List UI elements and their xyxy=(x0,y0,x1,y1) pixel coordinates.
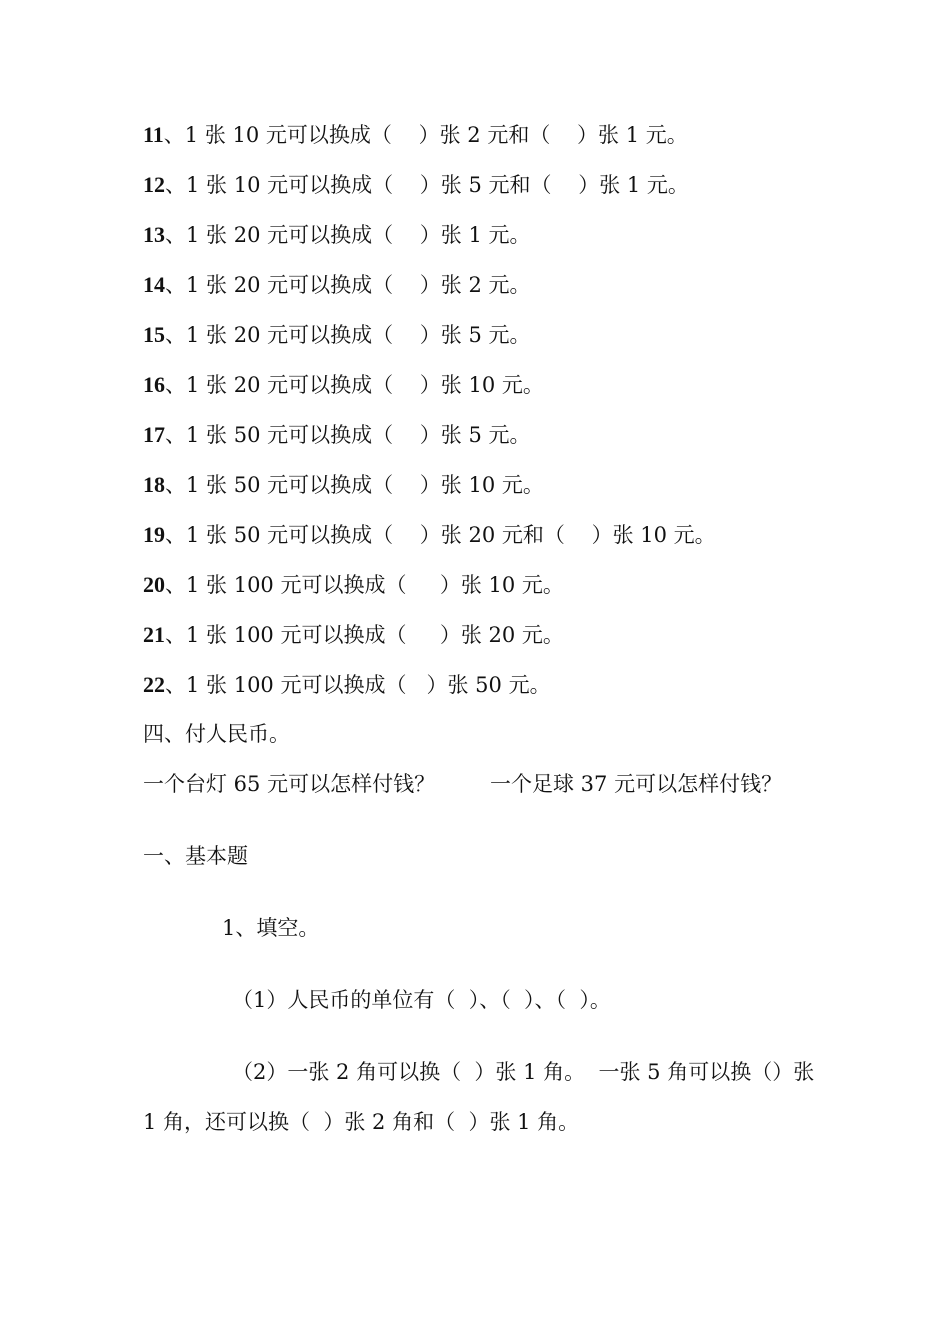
exchange-item-12 xyxy=(143,171,689,199)
item-text: 、1 张 50 元可以换成（ ）张 20 元和（ ）张 10 元。 xyxy=(165,523,716,547)
item-text: 、1 张 20 元可以换成（ ）张 10 元。 xyxy=(165,373,544,397)
section-one-title: 一、基本题 xyxy=(143,844,248,868)
item-number: 20 xyxy=(143,572,165,597)
exchange-item-14 xyxy=(143,271,531,299)
item-number: 19 xyxy=(143,522,165,547)
section-four-title: 四、付人民币。 xyxy=(143,722,290,746)
item-text: 、1 张 10 元可以换成（ ）张 2 元和（ ）张 1 元。 xyxy=(163,123,688,147)
exchange-item-15 xyxy=(143,321,531,349)
question-2-line-2: 1 角，还可以换（ ）张 2 角和（ ）张 1 角。 xyxy=(143,1110,580,1134)
question-1: （1）人民币的单位有（ ）、（ ）、（ ）。 xyxy=(232,988,611,1012)
exchange-item-11 xyxy=(143,121,688,149)
exchange-item-21 xyxy=(143,621,564,649)
item-number: 17 xyxy=(143,422,165,447)
payment-question-football: 一个足球 37 元可以怎样付钱？ xyxy=(490,772,783,796)
exchange-item-16 xyxy=(143,371,544,399)
exchange-item-13 xyxy=(143,221,531,249)
item-number: 11 xyxy=(143,122,164,147)
item-text: 、1 张 10 元可以换成（ ）张 5 元和（ ）张 1 元。 xyxy=(165,173,689,197)
item-number: 12 xyxy=(143,172,165,197)
item-number: 16 xyxy=(143,372,165,397)
item-text: 、1 张 100 元可以换成（ ）张 10 元。 xyxy=(165,573,564,597)
payment-question-lamp: 一个台灯 65 元可以怎样付钱？ xyxy=(143,772,436,796)
item-text: 、1 张 50 元可以换成（ ）张 5 元。 xyxy=(165,423,531,447)
exchange-item-22 xyxy=(143,671,551,699)
fill-blank-subtitle: 1、填空。 xyxy=(222,916,320,940)
item-number: 22 xyxy=(143,672,165,697)
exchange-item-20 xyxy=(143,571,564,599)
item-text: 、1 张 100 元可以换成（ ）张 20 元。 xyxy=(165,623,564,647)
exchange-item-17 xyxy=(143,421,531,449)
item-number: 15 xyxy=(143,322,165,347)
item-number: 18 xyxy=(143,472,165,497)
exchange-item-19 xyxy=(143,521,716,549)
item-text: 、1 张 20 元可以换成（ ）张 2 元。 xyxy=(165,273,531,297)
exchange-item-18 xyxy=(143,471,544,499)
item-number: 14 xyxy=(143,272,165,297)
question-2-line-1: （2）一张 2 角可以换（ ）张 1 角。 一张 5 角可以换（）张 xyxy=(232,1060,815,1084)
item-text: 、1 张 20 元可以换成（ ）张 1 元。 xyxy=(165,223,531,247)
item-number: 21 xyxy=(143,622,165,647)
item-number: 13 xyxy=(143,222,165,247)
item-text: 、1 张 20 元可以换成（ ）张 5 元。 xyxy=(165,323,531,347)
item-text: 、1 张 50 元可以换成（ ）张 10 元。 xyxy=(165,473,544,497)
item-text: 、1 张 100 元可以换成（ ）张 50 元。 xyxy=(165,673,551,697)
